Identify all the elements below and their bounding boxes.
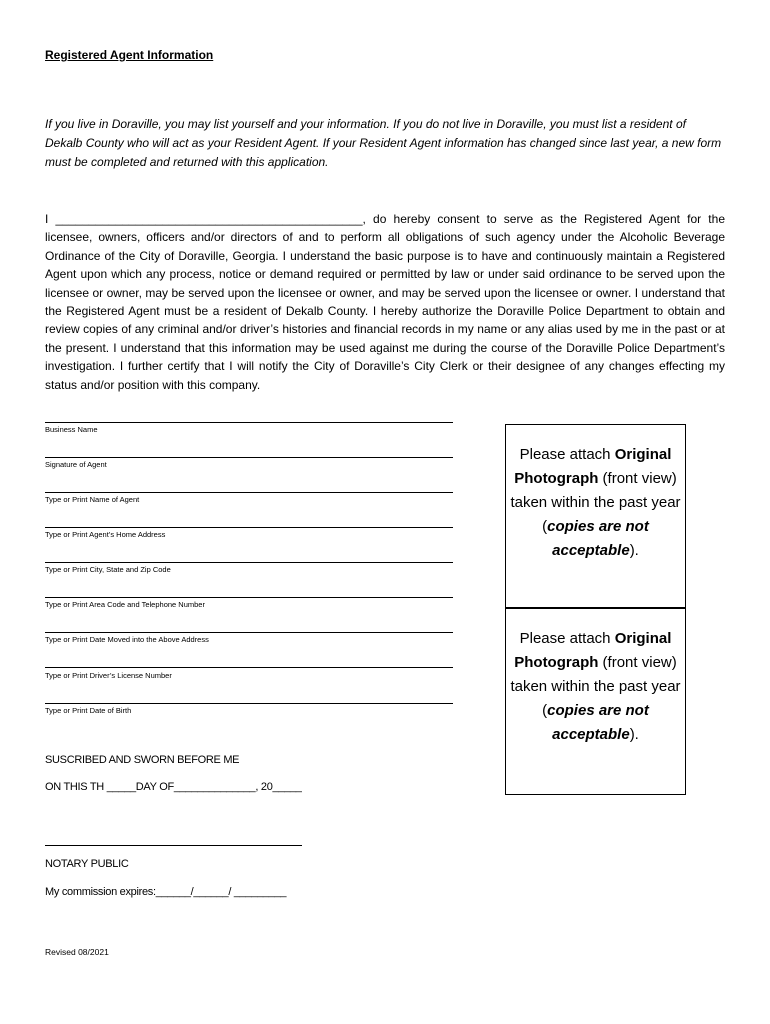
photo-bold-2b: copies are not acceptable [547,702,649,743]
date-of-birth-label: Type or Print Date of Birth [45,706,132,715]
date-moved-label: Type or Print Date Moved into the Above Address [45,635,209,644]
photo-box-1[interactable] [505,424,686,608]
photo-text-1c: ). [629,542,639,559]
page-title: Registered Agent Information [45,48,214,62]
commission-expires[interactable]: My commission expires:______/______/ _________ [45,886,287,898]
business-name-label: Business Name [45,425,98,434]
photo-bold-1b: copies are not acceptable [547,518,649,559]
signature-line[interactable] [45,457,453,458]
city-state-zip-label: Type or Print City, State and Zip Code [45,565,171,574]
notary-title: NOTARY PUBLIC [45,858,129,870]
agent-name-line[interactable] [45,492,453,493]
agent-name-label: Type or Print Name of Agent [45,495,140,504]
photo-text-2b: (front view) taken within the past year ( [510,654,681,719]
business-name-line[interactable] [45,422,453,423]
drivers-license-label: Type or Print Driver’s License Number [45,671,172,680]
instructions-paragraph: If you live in Doraville, you may list yourself and your information. If you do not live in Doraville, you must list a resident of Dekalb County who will act as your Resident Agent. If your Resident Agent information has changed since last year, a new form must be completed and returned with this application. [45,117,722,169]
sworn-date-line[interactable]: ON THIS TH _____DAY OF______________, 20_____ [45,781,302,793]
telephone-label: Type or Print Area Code and Telephone Number [45,600,205,609]
photo-bold-2a: Original Photograph [514,630,672,671]
photo-box-2[interactable] [505,608,686,795]
sworn-statement: SUSCRIBED AND SWORN BEFORE ME [45,754,240,766]
date-of-birth-line[interactable] [45,703,453,704]
city-state-zip-line[interactable] [45,562,453,563]
revision-date: Revised 08/2021 [45,947,109,957]
photo-text-2a: Please attach [519,630,615,647]
photo-text-1a: Please attach [519,446,615,463]
notary-signature-line[interactable] [45,845,302,846]
photo-bold-1a: Original Photograph [514,446,672,487]
photo-text-1b: (front view) taken within the past year ( [510,470,681,535]
home-address-label: Type or Print Agent’s Home Address [45,530,166,539]
date-moved-line[interactable] [45,632,453,633]
photo-text-2c: ). [629,726,639,743]
home-address-line[interactable] [45,527,453,528]
consent-paragraph: I ______________________________________________, do hereby consent to serve as the Registered Agent for the licensee, owners, officers and/or directors of and to perform all obligations of such agency under the Alcoholic Beverage Ordinance of the City of Doraville, Georgia. I understand the basic purpose is to have and continuously maintain a Registered Agent upon which any process, notice or demand required or permitted by law or under said ordinance to be served upon the licensee or owner, may be served upon the licensee or owner, and may be served upon the licensee or owner. I understand that the Registered Agent must be a resident of Dekalb County. I hereby authorize the Doraville Police Department to obtain and review copies of any criminal and/or driver’s histories and financial records in my name or any alias used by me in the past or at the present. I understand that this information may be used against me during the course of the Doraville Police Department’s investigation. I further certify that I will notify the City of Doraville’s City Clerk or their designee of any changes effecting my status and/or position with this company. [45,212,725,392]
telephone-line[interactable] [45,597,453,598]
signature-label: Signature of Agent [45,460,107,469]
drivers-license-line[interactable] [45,667,453,668]
